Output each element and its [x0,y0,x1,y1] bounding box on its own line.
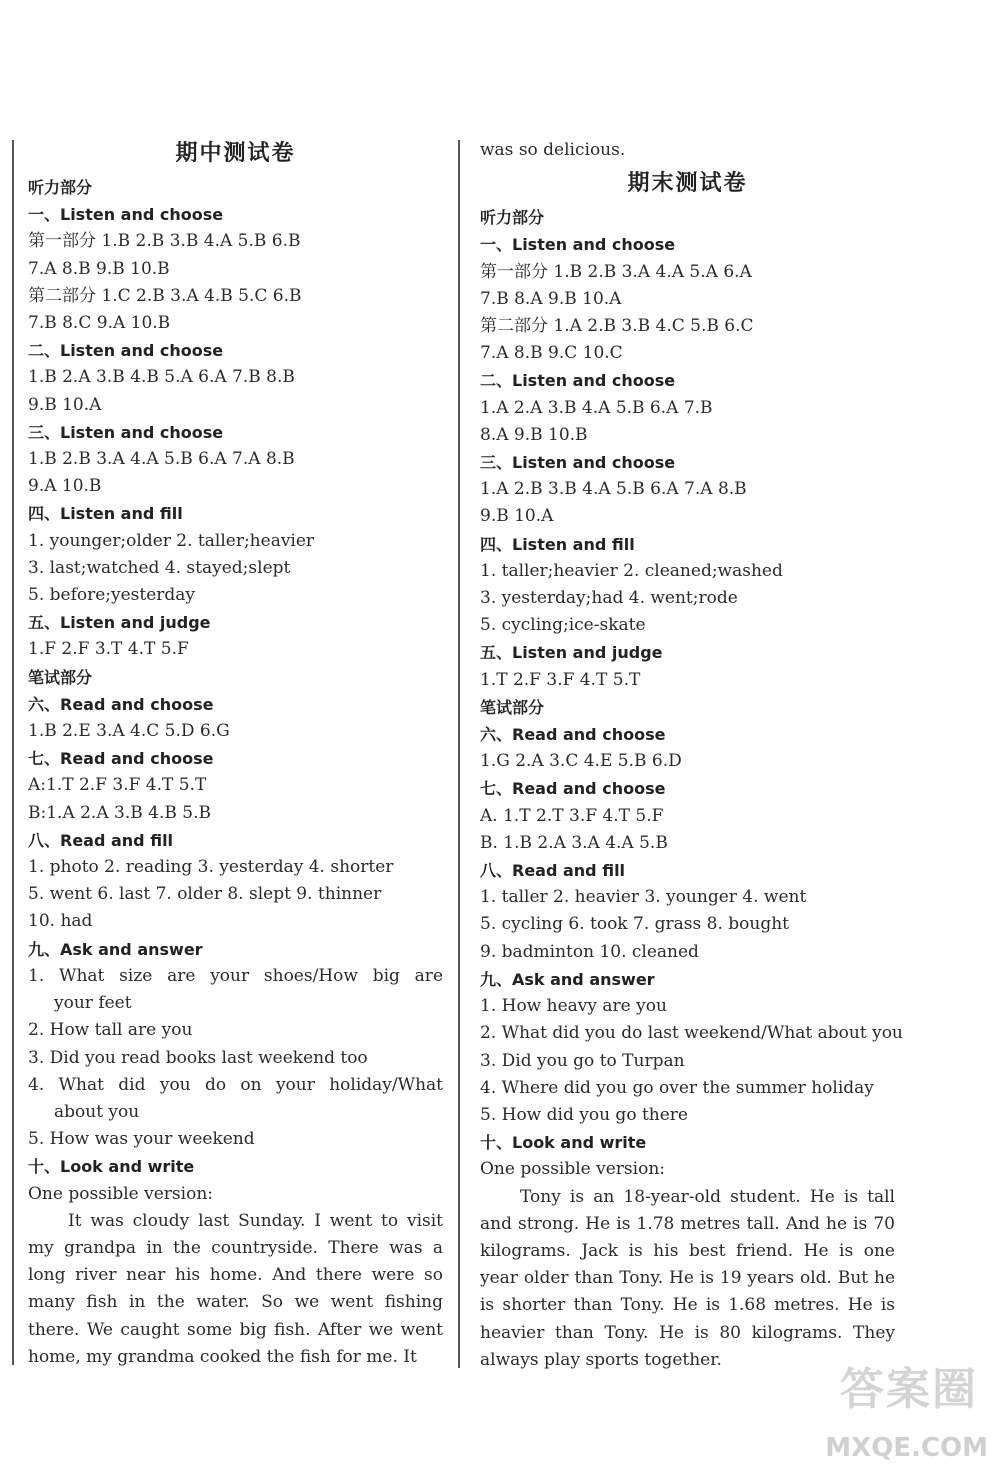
answer-line: One possible version: [28,1183,213,1204]
answer-line: 2. How tall are you [28,1020,193,1041]
essay-paragraph: Tony is an 18-year-old student. He is tall and strong. He is 1.78 metres tall. And he is 70 kilograms. Jack is his best friend. He is one year older than Tony. He is 19 years old. But he is shorter than Tony. He is 1.68 metres. He is heavier than Tony. He is 80 kilograms. They always play sports together. [480,1186,895,1370]
answer-line: 7.B 8.A 9.B 10.A [480,288,622,309]
section-heading: 四、Listen and fill [28,504,183,524]
answer-line: 9.B 10.A [28,394,102,415]
answer-line: 1. younger;older 2. taller;heavier [28,530,315,551]
answer-line: 第一部分 1.B 2.B 3.B 4.A 5.B 6.B [28,231,301,252]
answer-line: 5. cycling 6. took 7. grass 8. bought [480,914,789,935]
answer-line: 5. before;yesterday [28,585,196,606]
answer-line: 1.A 2.B 3.B 4.A 5.B 6.A 7.A 8.B [480,479,747,500]
answer-line: 1.F 2.F 3.T 4.T 5.F [28,639,189,660]
answer-line: 9.A 10.B [28,476,102,497]
section-heading: 一、Listen and choose [480,235,676,255]
section-heading: 听力部分 [480,208,545,228]
section-heading: 六、Read and choose [28,694,214,714]
continued-sentence: was so delicious. [480,140,626,160]
answer-line: 9. badminton 10. cleaned [480,941,699,962]
section-heading: 六、Read and choose [480,725,666,745]
answer-line: 1.B 2.B 3.A 4.A 5.B 6.A 7.A 8.B [28,449,295,470]
section-heading: 五、Listen and judge [28,613,211,633]
answer-line: 1. photo 2. reading 3. yesterday 4. shorter [28,857,394,878]
answer-line: 1. How heavy are you [480,996,667,1017]
answer-line: 2. What did you do last weekend/What about you [480,1023,903,1044]
answer-line: B. 1.B 2.A 3.A 4.A 5.B [480,832,668,853]
section-heading: 四、Listen and fill [480,534,635,554]
midterm-title: 期中测试卷 [175,141,296,166]
answer-line: 7.B 8.C 9.A 10.B [28,313,171,334]
answer-line: 3. last;watched 4. stayed;slept [28,557,291,578]
answer-line: 4. What did you do on your holiday/What [28,1074,443,1095]
answer-line: 1.G 2.A 3.C 4.E 5.B 6.D [480,751,682,772]
answer-line: 1.B 2.E 3.A 4.C 5.D 6.G [28,721,230,742]
midterm-answer-column [28,134,443,1371]
left-margin-rule [12,140,14,1365]
answer-line: 3. yesterday;had 4. went;rode [480,588,738,609]
section-heading: 八、Read and fill [28,830,174,850]
answer-line: 9.B 10.A [480,506,554,527]
answer-line: 1.B 2.A 3.B 4.B 5.A 6.A 7.B 8.B [28,367,295,388]
watermark-logo: 答案圈 [840,1364,978,1415]
answer-line: 4. Where did you go over the summer holiday [480,1077,874,1098]
answer-line: 5. cycling;ice-skate [480,615,646,636]
section-heading: 九、Ask and answer [28,939,203,959]
section-heading: 二、Listen and choose [480,371,676,391]
watermark [788,1353,988,1463]
answer-line: your feet [54,993,132,1014]
column-divider [458,140,460,1368]
answer-line: 第一部分 1.B 2.B 3.A 4.A 5.A 6.A [480,261,752,282]
section-heading: 笔试部分 [28,667,93,687]
midterm-answer-lines [28,174,443,1371]
section-heading: 一、Listen and choose [28,205,224,225]
answer-line: 8.A 9.B 10.B [480,424,588,445]
answer-line: A. 1.T 2.T 3.F 4.T 5.F [480,805,664,826]
section-heading: 七、Read and choose [480,779,666,799]
answer-line: 5. How did you go there [480,1104,688,1125]
section-heading: 笔试部分 [480,697,545,717]
final-answer-column [480,137,903,1374]
section-heading: 九、Ask and answer [480,969,655,989]
answer-line: 3. Did you go to Turpan [480,1050,685,1071]
section-heading: 七、Read and choose [28,749,214,769]
section-heading: 三、Listen and choose [28,422,224,442]
answer-line: 第二部分 1.C 2.B 3.A 4.B 5.C 6.B [28,285,302,306]
answer-line: 第二部分 1.A 2.B 3.B 4.C 5.B 6.C [480,316,754,337]
section-heading: 八、Read and fill [480,861,626,881]
section-heading: 三、Listen and choose [480,453,676,473]
answer-line: 10. had [28,911,93,932]
answer-line: 7.A 8.B 9.C 10.C [480,343,623,364]
answer-line: 3. Did you read books last weekend too [28,1047,368,1068]
section-heading: 十、Look and write [28,1157,195,1177]
answer-line: 5. went 6. last 7. older 8. slept 9. thinner [28,884,382,905]
answer-line: 1. taller;heavier 2. cleaned;washed [480,560,783,581]
final-answer-lines [480,204,903,1374]
answer-line: B:1.A 2.A 3.B 4.B 5.B [28,802,211,823]
section-heading: 十、Look and write [480,1133,647,1153]
answer-line: 5. How was your weekend [28,1129,255,1150]
section-heading: 五、Listen and judge [480,643,663,663]
final-title: 期末测试卷 [627,171,748,197]
answer-line: 1. What size are your shoes/How big are [28,965,443,986]
watermark-url: MXQE.COM [825,1433,988,1463]
section-heading: 二、Listen and choose [28,341,224,361]
answer-line: 1. taller 2. heavier 3. younger 4. went [480,887,807,908]
answer-line: 1.T 2.F 3.F 4.T 5.T [480,669,641,690]
section-heading: 听力部分 [28,178,93,197]
answer-line: 1.A 2.A 3.B 4.A 5.B 6.A 7.B [480,397,713,418]
answer-line: 7.A 8.B 9.B 10.B [28,258,170,279]
essay-paragraph: It was cloudy last Sunday. I went to visit my grandpa in the countryside. There was a long river near his home. And there were so many fish in the water. So we went fishing there. We caught some big fish. After we went home, my grandma cooked the fish for me. It [28,1210,443,1367]
answer-line: One possible version: [480,1159,665,1180]
answer-line: about you [54,1101,140,1122]
answer-line: A:1.T 2.F 3.F 4.T 5.T [28,775,207,796]
